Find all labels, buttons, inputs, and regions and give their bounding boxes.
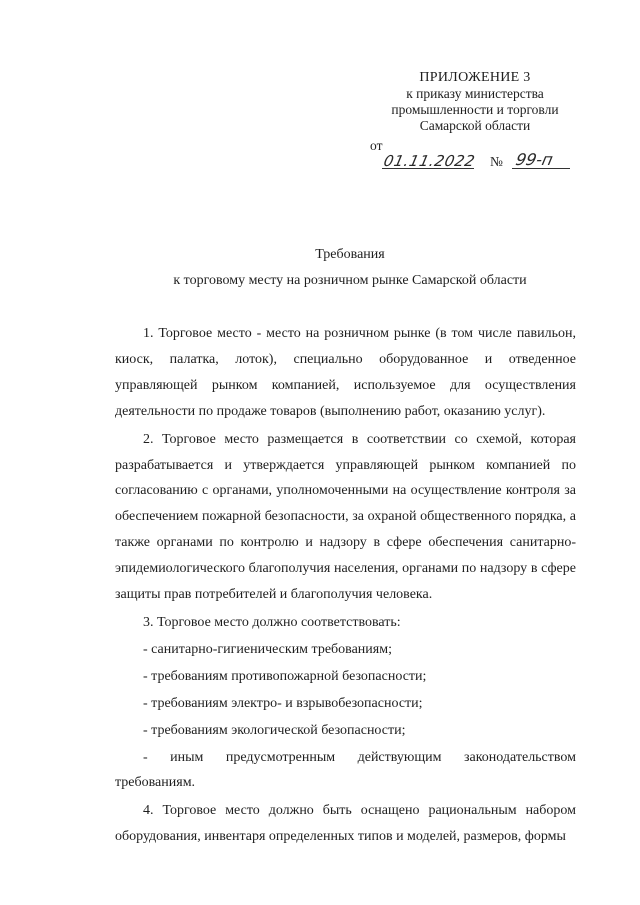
paragraph-4: 4. Торговое место должно быть оснащено рациональным набором оборудования, инвентаря определенных типов и моделей, размеров, формы: [115, 803, 576, 845]
appendix-line-1: к приказу министерства: [406, 86, 544, 101]
number-underline: [512, 168, 570, 169]
appendix-header: [360, 70, 590, 134]
paragraph-3: 3. Торговое место должно соответствовать:: [143, 614, 401, 630]
handwritten-number: 99-п: [513, 150, 555, 169]
list-item-fire: - требованиям противопожарной безопасности;: [143, 668, 427, 684]
list-item-sanitary: - санитарно-гигиеническим требованиям;: [143, 641, 392, 657]
appendix-line-3: Самарской области: [419, 118, 531, 133]
order-date-number: [370, 138, 590, 178]
handwritten-date: 01.11.2022: [382, 152, 477, 170]
date-prefix-label: от: [370, 138, 383, 153]
list-item-ecology: - требованиям экологической безопасности;: [143, 722, 406, 738]
document-title: [60, 242, 640, 294]
appendix-line-2: промышленности и торговли: [391, 102, 559, 117]
paragraph-2: 2. Торговое место размещается в соответствии со схемой, которая разрабатывается и утверждается управляющей рынком компанией по согласованию с органами, уполномоченными на осуществление контроля за обеспечением пожарной безопасности, за охраной общественного порядка, а также органами по контролю и надзору в сфере обеспечения санитарно-эпидемиологического благополучия населения, органами по надзору в сфере защиты прав потребителей и благополучия человека.: [115, 431, 576, 603]
document-body: [115, 321, 576, 850]
list-item-electro: - требованиям электро- и взрывобезопасности;: [143, 695, 423, 711]
title-line-2: к торговому месту на розничном рынке Самарской области: [173, 273, 527, 288]
list-item-other: - иным предусмотренным действующим законодательством требованиям.: [115, 749, 576, 791]
number-label: №: [490, 154, 503, 169]
paragraph-1: 1. Торговое место - место на розничном рынке (в том числе павильон, киоск, палатка, лоток), специально оборудованное и отведенное управляющей рынком компанией, используемое для осуществления деятельности по продаже товаров (выполнению работ, оказанию услуг).: [115, 326, 576, 419]
appendix-title: ПРИЛОЖЕНИЕ 3: [419, 70, 531, 85]
date-underline: [382, 168, 474, 169]
title-line-1: Требования: [315, 247, 385, 262]
